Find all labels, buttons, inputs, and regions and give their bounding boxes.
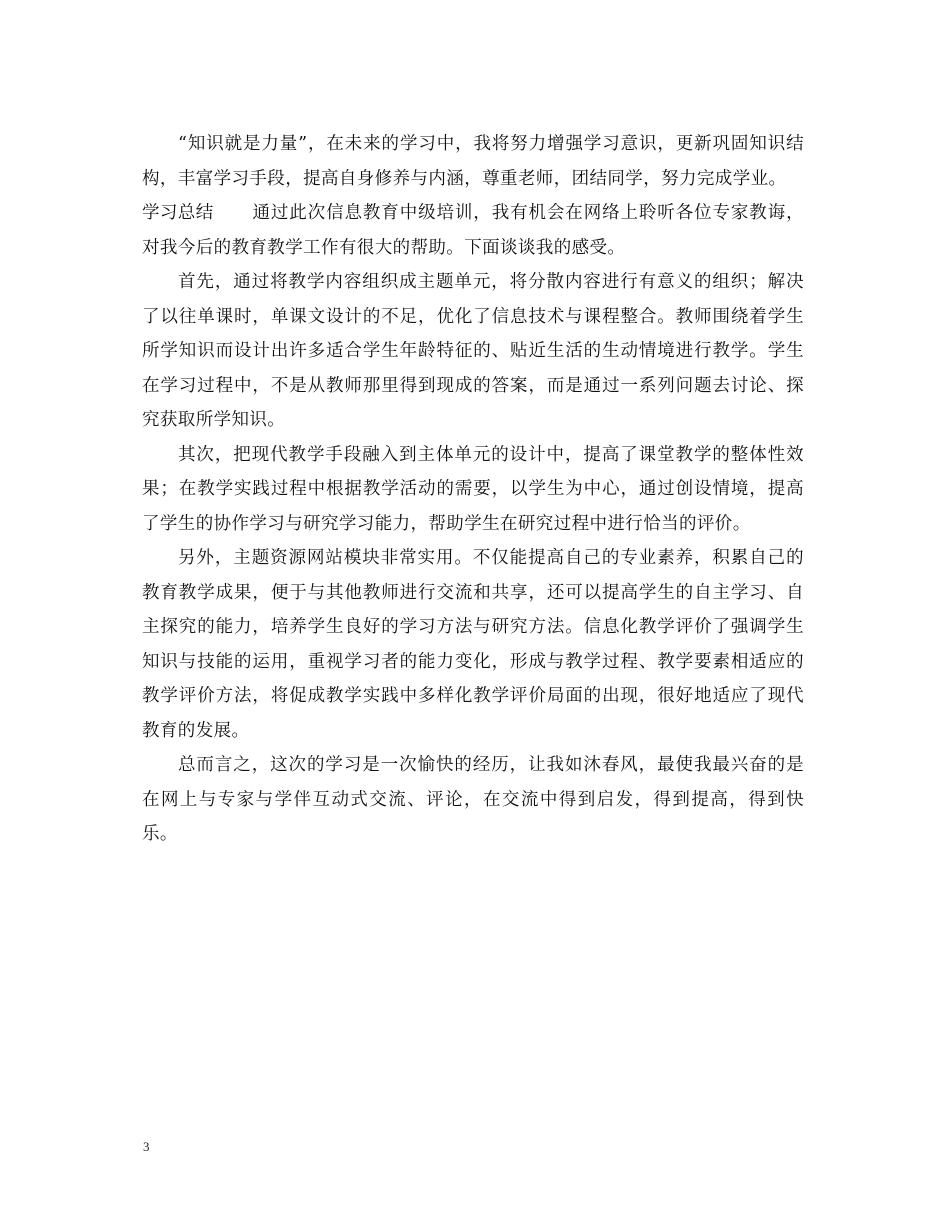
document-body xyxy=(142,127,804,852)
section-intro-paragraph xyxy=(142,196,804,265)
paragraph-second-point: 其次，把现代教学手段融入到主体单元的设计中，提高了课堂教学的整体性效果；在教学实践过程中根据教学活动的需要，以学生为中心，通过创设情境，提高了学生的协作学习与研究学习能力，帮助学生在研究过程中进行恰当的评价。 xyxy=(142,444,804,534)
paragraph-conclusion: 总而言之，这次的学习是一次愉快的经历，让我如沐春风，最使我最兴奋的是在网上与专家与学伴互动式交流、评论，在交流中得到启发，得到提高，得到快乐。 xyxy=(142,755,804,844)
paragraph-additional-point: 另外，主题资源网站模块非常实用。不仅能提高自己的专业素养，积累自己的教育教学成果，便于与其他教师进行交流和共享，还可以提高学生的自主学习、自主探究的能力，培养学生良好的学习方法与研究方法。信息化教学评价了强调学生知识与技能的运用，重视学习者的能力变化，形成与教学过程、教学要素相适应的教学评价方法，将促成教学实践中多样化教学评价局面的出现，很好地适应了现代教育的发展。 xyxy=(142,548,804,741)
section-intro-text: 通过此次信息教育中级培训，我有机会在网络上聆听各位专家教诲，对我今后的教育教学工作有很大的帮助。下面谈谈我的感受。 xyxy=(142,203,804,258)
section-heading: 学习总结 xyxy=(142,203,214,223)
paragraph-knowledge-is-power: “知识就是力量”，在未来的学习中，我将努力增强学习意识，更新巩固知识结构，丰富学习手段，提高自身修养与内涵，尊重老师，团结同学，努力完成学业。 xyxy=(142,134,804,189)
paragraph-first-point: 首先，通过将教学内容组织成主题单元，将分散内容进行有意义的组织；解决了以往单课时，单课文设计的不足，优化了信息技术与课程整合。教师围绕着学生所学知识而设计出许多适合学生年龄特征的、贴近生活的生动情境进行教学。学生在学习过程中，不是从教师那里得到现成的答案，而是通过一系列问题去讨论、探究获取所学知识。 xyxy=(142,272,804,430)
page-number: 3 xyxy=(143,1139,150,1154)
